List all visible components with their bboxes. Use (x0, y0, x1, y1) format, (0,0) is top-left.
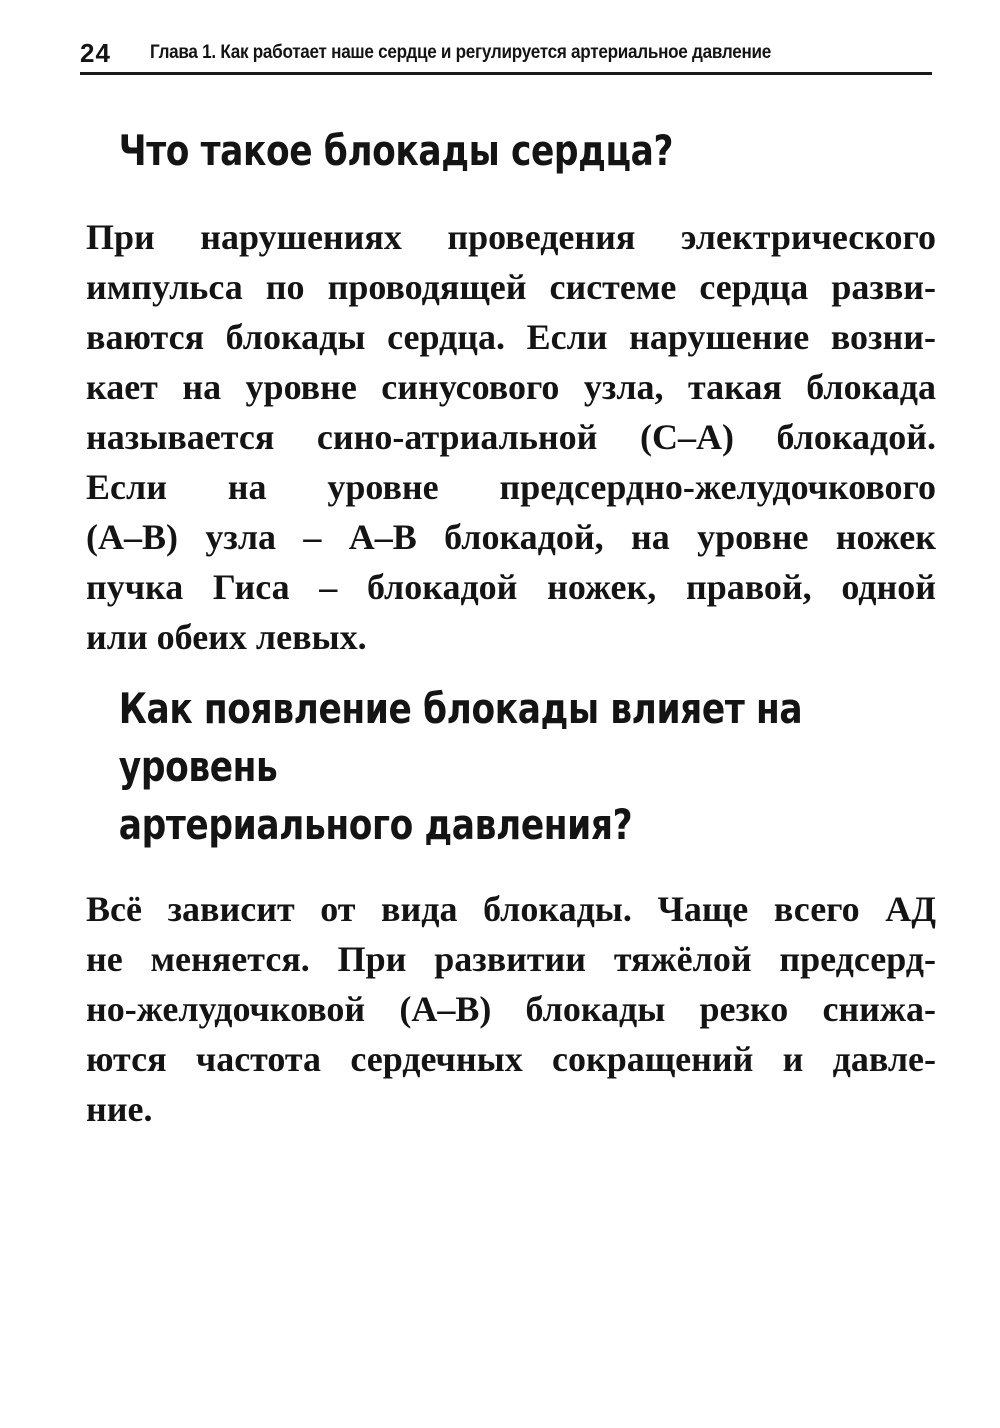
heading-line: Как появление блокады влияет на уровень (118, 684, 803, 791)
paragraph-line: (А–В) узла – А–В блокадой, на уровне ножек (86, 517, 936, 557)
chapter-title: Глава 1. Как работает наше сердце и регулируется артериальное давление (150, 42, 772, 63)
section-heading (86, 680, 936, 854)
paragraph-line: называется сино-атриальной (С–А) блокадой. (86, 417, 936, 457)
paragraph-line: не меняется. При развитии тяжёлой предсерд- (86, 939, 936, 979)
paragraph-line: ются частота сердечных сокращений и давле- (86, 1039, 936, 1079)
running-header (80, 36, 932, 75)
section-heading: Что такое блокады сердца? (118, 126, 674, 175)
paragraph-line: пучка Гиса – блокадой ножек, правой, одной (86, 567, 936, 607)
section-paragraph (86, 884, 936, 1134)
paragraph-line: ние. (86, 1089, 153, 1129)
heading-line: артериального давления? (118, 800, 633, 849)
page-number: 24 (80, 38, 111, 68)
paragraph-line: Всё зависит от вида блокады. Чаще всего АД (86, 889, 936, 929)
paragraph-line: кает на уровне синусового узла, такая блокада (86, 367, 936, 407)
paragraph-line: При нарушениях проведения электрического (86, 217, 936, 257)
section-blocks-and-pressure (86, 680, 936, 1134)
paragraph-line: импульса по проводящей системе сердца разви- (86, 267, 936, 307)
paragraph-line: но-желудочковой (А–В) блокады резко снижа- (86, 989, 936, 1029)
paragraph-line: Если на уровне предсердно-желудочкового (86, 467, 936, 507)
section-paragraph (86, 212, 936, 662)
paragraph-line: или обеих левых. (86, 617, 367, 657)
section-heart-blocks (86, 122, 936, 662)
paragraph-line: ваются блокады сердца. Если нарушение возни- (86, 317, 936, 357)
